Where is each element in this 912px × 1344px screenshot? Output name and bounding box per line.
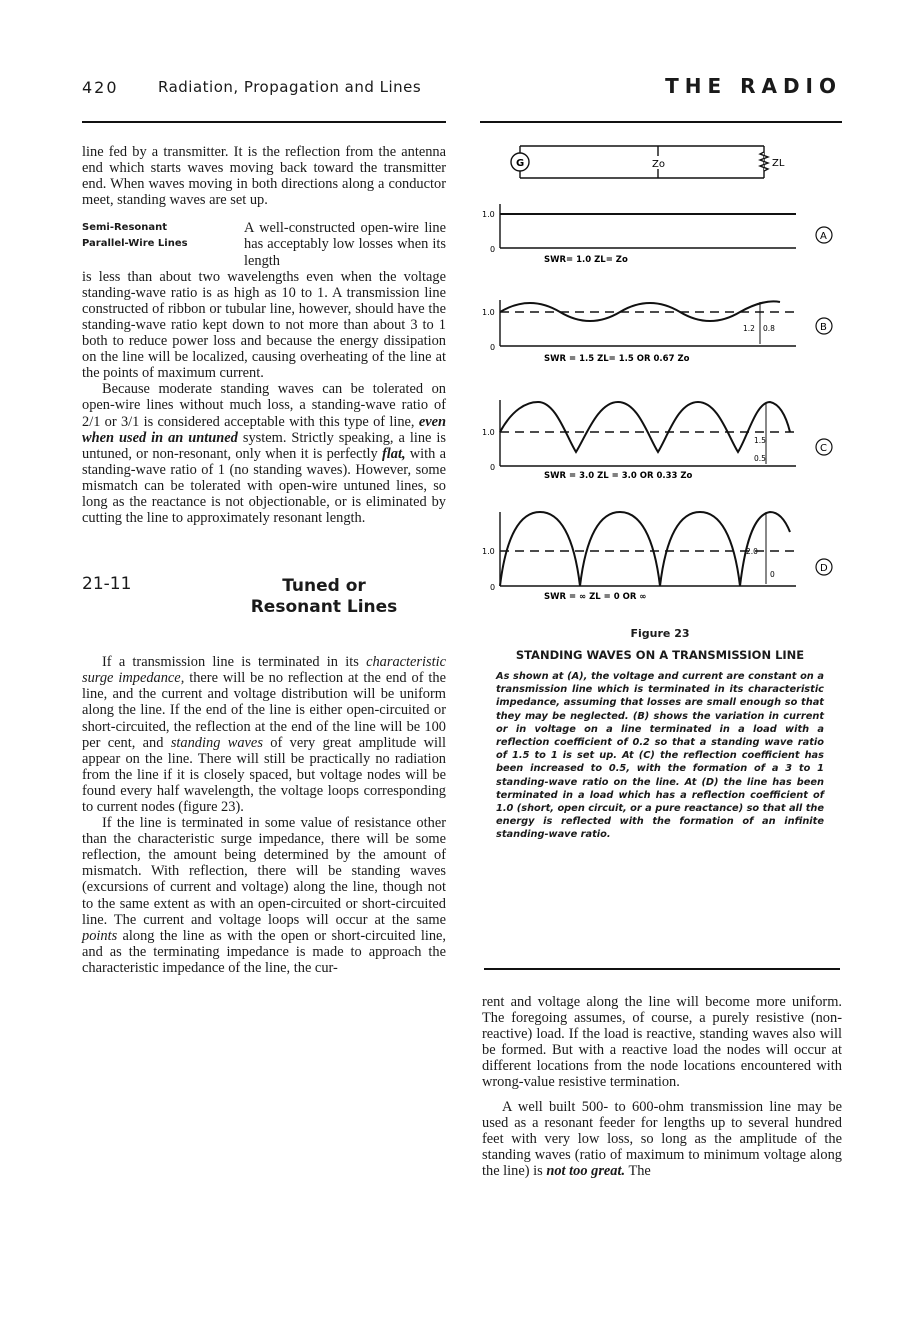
text-run: The (625, 1162, 651, 1179)
panel-d-label-0: 0 (490, 583, 496, 592)
panel-c-label-1: 1.0 (482, 428, 495, 437)
publication-title: THE RADIO (665, 74, 842, 98)
text-run: there will be no reflection at the end of the line, and the current and voltage distribution will be uniform along the line. If the end of the line is either open-circuited or short-circuited, the reflection at the end of the line will be 100 per cent, and (82, 670, 446, 751)
paragraph-5 (82, 815, 446, 976)
section-title-line-2: Resonant Lines (250, 597, 398, 618)
side-heading-line-1: Semi-Resonant (82, 222, 168, 234)
paragraph-3 (82, 381, 446, 526)
panel-c-caption: SWR = 3.0 ZL = 3.0 OR 0.33 Zo (544, 471, 693, 481)
load-resistor-symbol (760, 152, 768, 171)
emphasis: points (82, 927, 118, 944)
panel-b-mark-max: 1.2 (743, 324, 755, 333)
paragraph-4 (82, 654, 446, 815)
emphasis: standing waves (170, 734, 263, 751)
right-column (482, 994, 842, 1179)
text-run: of very great amplitude will appear on the line. There will still be practically no radiation from the line if it is closely spaced, but voltage nodes will be found every half wavelength, the voltage loops corresponding to current nodes (figure 23). (82, 734, 446, 815)
page-header (82, 74, 842, 104)
left-column (82, 144, 446, 976)
panel-a (482, 204, 832, 265)
panel-d-mark-min: 0 (770, 570, 775, 579)
panel-c-mark-min: 0.5 (754, 454, 766, 463)
panel-b-label-1: 1.0 (482, 308, 495, 317)
section-number: 21-11 (82, 574, 132, 595)
text-run: If the line is terminated in some value of resistance other than the characteristic surge impedance, there will be some reflection, the amount being determined by the amount of mismatch. With reflection, there will be standing waves (excursions of current and voltage) along the line, though not to the same extent as with an open-circuited or short-circuited line. The current and voltage loops will occur at the same (82, 815, 446, 928)
zl-label: ZL (772, 158, 785, 169)
side-heading (82, 220, 244, 268)
paragraph-1: line fed by a transmitter. It is the reflection from the antenna end which starts waves moving back toward the transmitter end. When waves moving in both directions along a conductor meet, standing waves are set up. (82, 144, 446, 209)
paragraph-2-start: A well-constructed open-wire line has acceptably low losses when its length (244, 220, 446, 269)
running-title: Radiation, Propagation and Lines (158, 78, 422, 96)
right-paragraph-1: rent and voltage along the line will become more uniform. The foregoing assumes, of course, a purely resistive (non-reactive) load. If the load is reactive, standing waves also will be formed. But with a reactive load the nodes will occur at different locations from the node locations encountered with wrong-value resistive termination. (482, 994, 842, 1091)
panel-a-label-0: 0 (490, 245, 496, 254)
panel-b (482, 300, 832, 364)
panel-b-mark-min: 0.8 (763, 324, 775, 333)
figure-number: Figure 23 (630, 627, 690, 640)
panel-b-label-0: 0 (490, 343, 496, 352)
generator-label: G (516, 158, 525, 169)
paragraph-2-rest: is less than about two wavelengths even when the voltage standing-wave ratio is as high as 10 to 1. A transmission line constructed of ribbon or tubular line, however, should have the standing-wave ratio kept down to not more than about 3 to 1 both to reduce power loss and because the energy dissipation on the line will be localized, causing overheating of the line at the points of maximum current. (82, 268, 446, 382)
emphasis: flat, (381, 445, 406, 462)
panel-d-label-1: 1.0 (482, 547, 495, 556)
zo-label: Zo (652, 159, 665, 170)
emphasis: characteristic surge impedance, (82, 654, 446, 687)
panel-b-caption: SWR = 1.5 ZL= 1.5 OR 0.67 Zo (544, 354, 690, 364)
figure-caption (496, 627, 824, 842)
text-run: with a standing-wave ratio of 1 (no standing waves). However, some mismatch can be tolerated with open-wire untuned lines, so long as the reactance is not objectionable, or is eliminated by cutting the line to approximately resonant length. (82, 445, 446, 527)
figure-23-diagram (480, 140, 840, 610)
text-run: If a transmission line is terminated in its (102, 654, 367, 671)
emphasis: not too great. (546, 1162, 626, 1179)
section-title-line-1: Tuned or (282, 576, 366, 597)
emphasis: even when used in an untuned (82, 413, 446, 446)
section-heading (82, 576, 446, 618)
figure-title: STANDING WAVES ON A TRANSMISSION LINE (515, 648, 805, 662)
panel-b-curve (500, 301, 780, 321)
panel-b-letter: B (820, 322, 827, 333)
panel-a-caption: SWR= 1.0 ZL= Zo (544, 255, 628, 265)
text-run: along the line as with the open or short-circuited line, and as the terminating impedance is made to approach the characteristic impedance of the line, the cur- (82, 927, 446, 976)
section-title (202, 576, 446, 618)
figure-description: As shown at (A), the voltage and current are constant on a transmission line which is terminated in its characteristic impedance, assuming that losses are small enough so that they may be neglected. (B) shows the variation in current or in voltage on a line terminated in a load with a reflection coefficient of 0.2 so that a standing wave ratio of 1.5 to 1 is set up. At (C) the reflection coefficient has been increased to 0.5, with the formation of a 3 to 1 standing-wave ratio on the line. At (D) the line has been terminated in a load which has a reflection coefficient of 1.0 (short, open circuit, or a pure reactance) so that all the energy is reflected with the formation of an infinite standing-wave ratio. (496, 671, 824, 841)
panel-c-curve (500, 402, 790, 452)
figure-bottom-rule (484, 968, 840, 970)
panel-c-mark-max: 1.5 (754, 436, 766, 445)
text-run: Because moderate standing waves can be tolerated on open-wire lines without much loss, a standing-wave ratio of 2/1 or 3/1 is considered acceptable with this type of line, (82, 381, 446, 430)
panel-d (482, 512, 832, 602)
panel-d-mark-max: 2.0 (746, 547, 758, 556)
panel-c-label-0: 0 (490, 463, 496, 472)
panel-c (482, 400, 832, 481)
panel-d-caption: SWR = ∞ ZL = 0 OR ∞ (544, 592, 647, 602)
side-heading-line-2: Parallel-Wire Lines (82, 238, 188, 250)
text-run: system. Strictly speaking, a line is untuned, or non-resonant, only when it is perfectly (82, 429, 446, 462)
panel-a-letter: A (820, 231, 827, 242)
header-rule-left (82, 121, 446, 123)
panel-d-letter: D (820, 563, 828, 574)
panel-a-label-1: 1.0 (482, 210, 495, 219)
page-number: 420 (82, 78, 119, 97)
side-heading-block (82, 220, 446, 268)
text-run: A well built 500- to 600-ohm transmission line may be used as a resonant feeder for lengths up to several hundred feet with very low loss, so long as the amplitude of the standing waves (ratio of maximum to minimum voltage along the line) is (482, 1098, 842, 1179)
panel-c-letter: C (820, 443, 827, 454)
header-rule-right (480, 121, 842, 123)
right-paragraph-2 (482, 1099, 842, 1179)
